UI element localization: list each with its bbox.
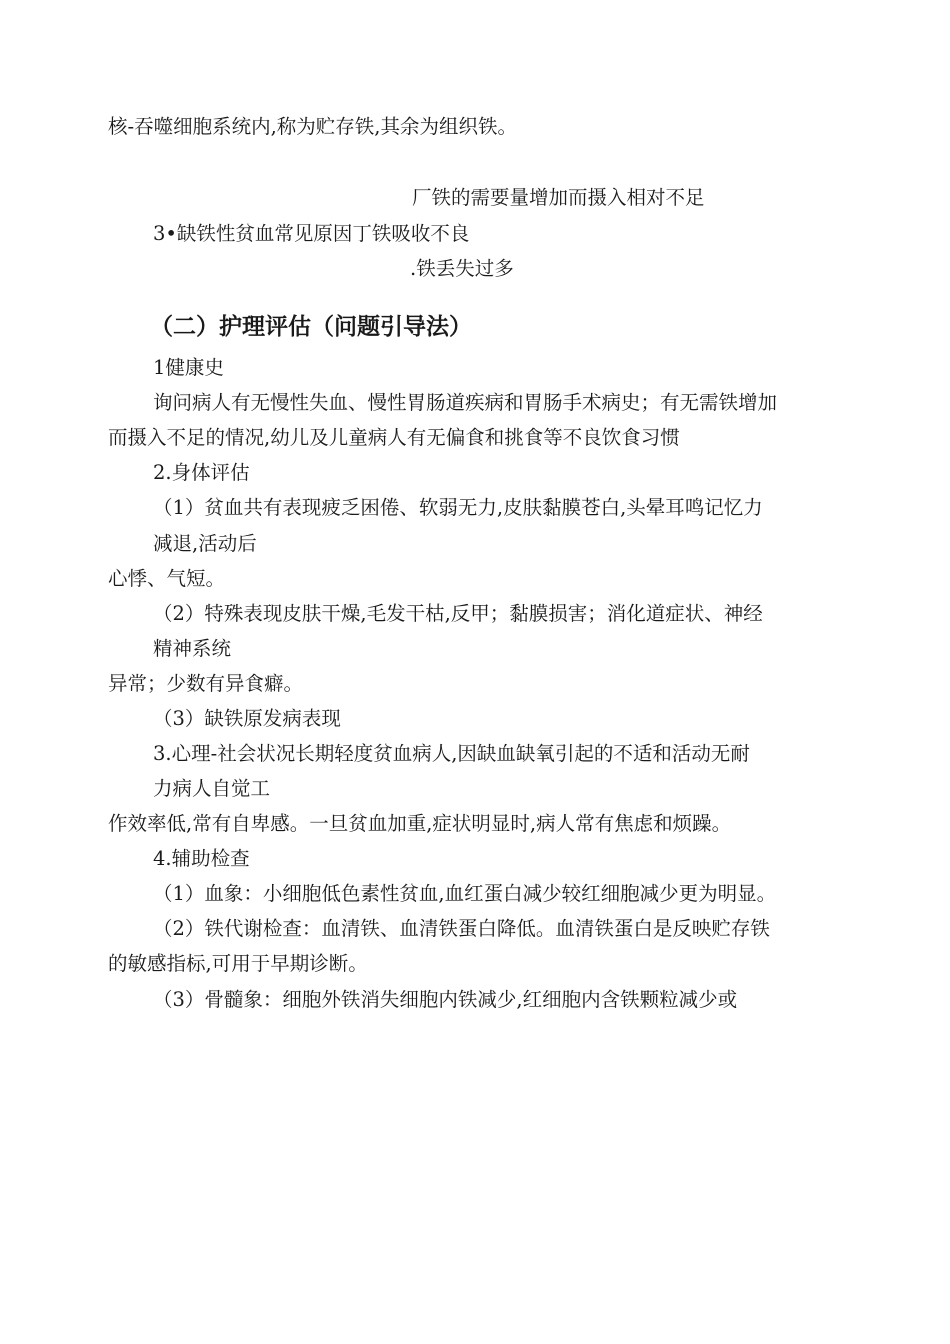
physical-item-2-line-2: 精神系统	[153, 637, 232, 660]
physical-heading: 2.身体评估	[153, 461, 250, 484]
physical-item-1-line-1: （1）贫血共有表现疲乏困倦、软弱无力,皮肤黏膜苍白,头晕耳鸣记忆力	[153, 496, 763, 519]
psychosocial-line-3: 作效率低,常有自卑感。一旦贫血加重,症状明显时,病人常有焦虑和烦躁。	[108, 812, 732, 835]
auxiliary-item-1: （1）血象：小细胞低色素性贫血,血红蛋白减少较红细胞减少更为明显。	[153, 882, 777, 905]
causes-main-line: 3•缺铁性贫血常见原因丁铁吸收不良	[153, 222, 470, 245]
auxiliary-item-3: （3）骨髓象：细胞外铁消失细胞内铁减少,红细胞内含铁颗粒减少或	[153, 988, 738, 1011]
cause-brace-top: 厂铁的需要量增加而摄入相对不足	[412, 186, 705, 209]
auxiliary-heading: 4.辅助检查	[153, 847, 250, 870]
cause-brace-bottom: .铁丢失过多	[410, 257, 514, 280]
auxiliary-item-2-line-2: 的敏感指标,可用于早期诊断。	[108, 952, 368, 975]
physical-item-1-line-3: 心悸、气短。	[108, 567, 226, 590]
health-history-heading: 1健康史	[153, 356, 224, 379]
physical-item-3: （3）缺铁原发病表现	[153, 707, 341, 730]
psychosocial-line-1: 3.心理-社会状况长期轻度贫血病人,因缺血缺氧引起的不适和活动无耐	[153, 742, 750, 765]
physical-item-2-line-3: 异常；少数有异食癖。	[108, 672, 304, 695]
health-history-line-1: 询问病人有无慢性失血、慢性胃肠道疾病和胃肠手术病史；有无需铁增加	[153, 391, 778, 414]
physical-item-1-line-2: 减退,活动后	[153, 532, 257, 555]
psychosocial-line-2: 力病人自觉工	[153, 777, 271, 800]
physical-item-2-line-1: （2）特殊表现皮肤干燥,毛发干枯,反甲；黏膜损害；消化道症状、神经	[153, 602, 763, 625]
auxiliary-item-2-line-1: （2）铁代谢检查：血清铁、血清铁蛋白降低。血清铁蛋白是反映贮存铁	[153, 917, 770, 940]
section-heading: （二）护理评估（问题引导法）	[150, 314, 472, 340]
health-history-line-2: 而摄入不足的情况,幼儿及儿童病人有无偏食和挑食等不良饮食习惯	[108, 426, 680, 449]
intro-line: 核-吞噬细胞系统内,称为贮存铁,其余为组织铁。	[108, 115, 517, 138]
